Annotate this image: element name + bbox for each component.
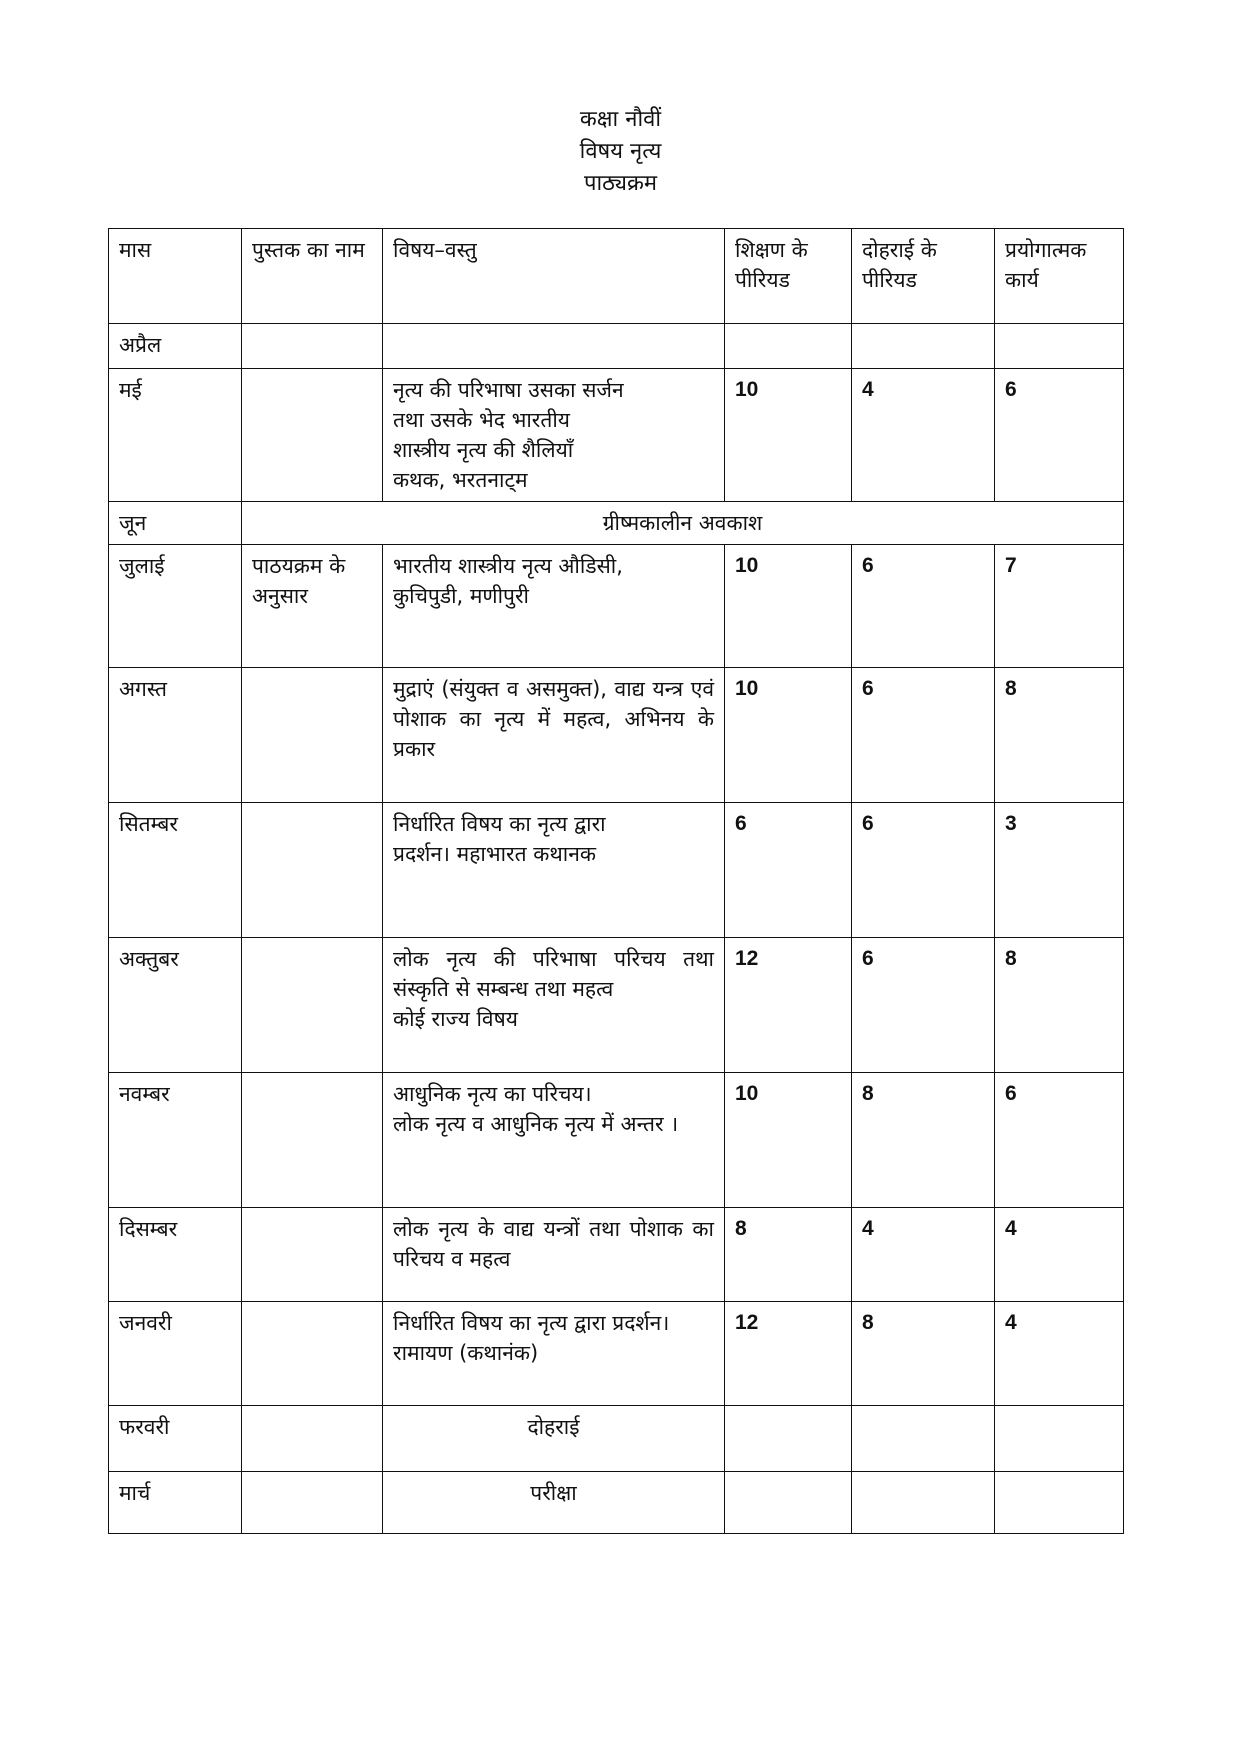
content-line: कोई राज्य विषय [393, 1007, 518, 1031]
teaching-cell: 10 [725, 369, 852, 502]
teaching-cell: 10 [725, 1073, 852, 1208]
table-row [109, 803, 1124, 938]
practical-cell: 6 [995, 1073, 1124, 1208]
table-row [109, 1073, 1124, 1208]
practical-cell: 8 [995, 668, 1124, 803]
content-line: कथक, भरतनाट्म [393, 468, 528, 492]
book-cell [242, 1208, 383, 1302]
practical-cell: 7 [995, 545, 1124, 668]
book-cell: पाठयक्रम के अनुसार [242, 545, 383, 668]
practical-cell: 8 [995, 938, 1124, 1073]
content-cell [383, 668, 725, 803]
practical-cell [995, 1472, 1124, 1534]
book-cell [242, 803, 383, 938]
teaching-cell: 12 [725, 938, 852, 1073]
table-header-row [109, 229, 1124, 324]
practical-cell: 4 [995, 1302, 1124, 1406]
table-row [109, 545, 1124, 668]
teaching-cell: 6 [725, 803, 852, 938]
revision-cell [852, 1406, 995, 1472]
content-line: तथा उसके भेद भारतीय [393, 408, 570, 432]
content-line: लोक नृत्य के वाद्य यन्त्रों तथा पोशाक का परिचय व महत्व [393, 1217, 714, 1271]
content-line: निर्धारित विषय का नृत्य द्वारा [393, 812, 606, 836]
content-line: प्रदर्शन। महाभारत कथानक [393, 842, 597, 866]
teaching-cell [725, 324, 852, 369]
content-cell [383, 369, 725, 502]
revision-cell: 6 [852, 938, 995, 1073]
table-row [109, 1302, 1124, 1406]
table-row [109, 1472, 1124, 1534]
book-cell [242, 938, 383, 1073]
table-row [109, 324, 1124, 369]
content-cell [383, 803, 725, 938]
month-cell: दिसम्बर [109, 1208, 242, 1302]
content-cell [383, 545, 725, 668]
content-line: भारतीय शास्त्रीय नृत्य औडिसी, [393, 554, 623, 578]
book-cell [242, 1302, 383, 1406]
book-cell [242, 1073, 383, 1208]
month-cell: अक्तुबर [109, 938, 242, 1073]
table-row [109, 502, 1124, 545]
page-heading [0, 104, 1241, 200]
col-header-content: विषय–वस्तु [383, 229, 725, 324]
month-cell: फरवरी [109, 1406, 242, 1472]
practical-cell [995, 324, 1124, 369]
book-cell [242, 1472, 383, 1534]
revision-cell [852, 324, 995, 369]
content-cell [383, 324, 725, 369]
table-row [109, 1208, 1124, 1302]
month-cell: अप्रैल [109, 324, 242, 369]
col-header-practical: प्रयोगात्मक कार्य [995, 229, 1124, 324]
syllabus-title: पाठ्यक्रम [583, 171, 658, 196]
content-line: लोक नृत्य व आधुनिक नृत्य में अन्तर । [393, 1112, 679, 1136]
content-line: नृत्य की परिभाषा उसका सर्जन [393, 378, 624, 402]
syllabus-table [108, 228, 1124, 1534]
content-line: कुचिपुडी, मणीपुरी [393, 584, 529, 608]
teaching-cell: 12 [725, 1302, 852, 1406]
teaching-cell [725, 1406, 852, 1472]
revision-cell: 4 [852, 1208, 995, 1302]
teaching-cell: 10 [725, 668, 852, 803]
practical-cell: 3 [995, 803, 1124, 938]
content-line: मुद्राएं (संयुक्त व असमुक्त), वाद्य यन्त्र एवं पोशाक का नृत्य में महत्व, अभिनय के प्रकार [393, 677, 714, 761]
month-cell: सितम्बर [109, 803, 242, 938]
book-cell [242, 668, 383, 803]
month-cell: नवम्बर [109, 1073, 242, 1208]
teaching-cell: 10 [725, 545, 852, 668]
content-cell [383, 1208, 725, 1302]
book-cell [242, 369, 383, 502]
revision-cell: 4 [852, 369, 995, 502]
content-line: दोहराई [527, 1415, 580, 1439]
book-cell [242, 1406, 383, 1472]
content-line: शास्त्रीय नृत्य की शैलियाँ [393, 438, 574, 462]
content-line: रामायण (कथानंक) [393, 1341, 539, 1365]
teaching-cell [725, 1472, 852, 1534]
revision-cell: 6 [852, 668, 995, 803]
subject-title: विषय नृत्य [579, 139, 662, 164]
content-cell [383, 1472, 725, 1534]
practical-cell: 4 [995, 1208, 1124, 1302]
table-row [109, 369, 1124, 502]
revision-cell: 6 [852, 803, 995, 938]
revision-cell: 6 [852, 545, 995, 668]
col-header-book: पुस्तक का नाम [242, 229, 383, 324]
content-line: निर्धारित विषय का नृत्य द्वारा प्रदर्शन। [393, 1311, 670, 1335]
content-cell [383, 1073, 725, 1208]
month-cell: जनवरी [109, 1302, 242, 1406]
content-cell [383, 1406, 725, 1472]
content-line: लोक नृत्य की परिभाषा परिचय तथा संस्कृति से सम्बन्ध तथा महत्व [393, 947, 714, 1001]
class-title: कक्षा नौवीं [579, 107, 662, 132]
practical-cell: 6 [995, 369, 1124, 502]
teaching-cell: 8 [725, 1208, 852, 1302]
month-cell: मार्च [109, 1472, 242, 1534]
revision-cell: 8 [852, 1302, 995, 1406]
month-cell: मई [109, 369, 242, 502]
table-row [109, 1406, 1124, 1472]
content-cell [383, 1302, 725, 1406]
book-cell [242, 324, 383, 369]
content-cell [383, 938, 725, 1073]
content-line: परीक्षा [530, 1481, 577, 1505]
table-row [109, 668, 1124, 803]
col-header-revision: दोहराई के पीरियड [852, 229, 995, 324]
col-header-month: मास [109, 229, 242, 324]
table-row [109, 938, 1124, 1073]
month-cell: अगस्त [109, 668, 242, 803]
revision-cell: 8 [852, 1073, 995, 1208]
practical-cell [995, 1406, 1124, 1472]
content-line: आधुनिक नृत्य का परिचय। [393, 1082, 592, 1106]
col-header-teaching: शिक्षण के पीरियड [725, 229, 852, 324]
month-cell: जुलाई [109, 545, 242, 668]
vacation-cell: ग्रीष्मकालीन अवकाश [242, 502, 1124, 545]
revision-cell [852, 1472, 995, 1534]
month-cell: जून [109, 502, 242, 545]
